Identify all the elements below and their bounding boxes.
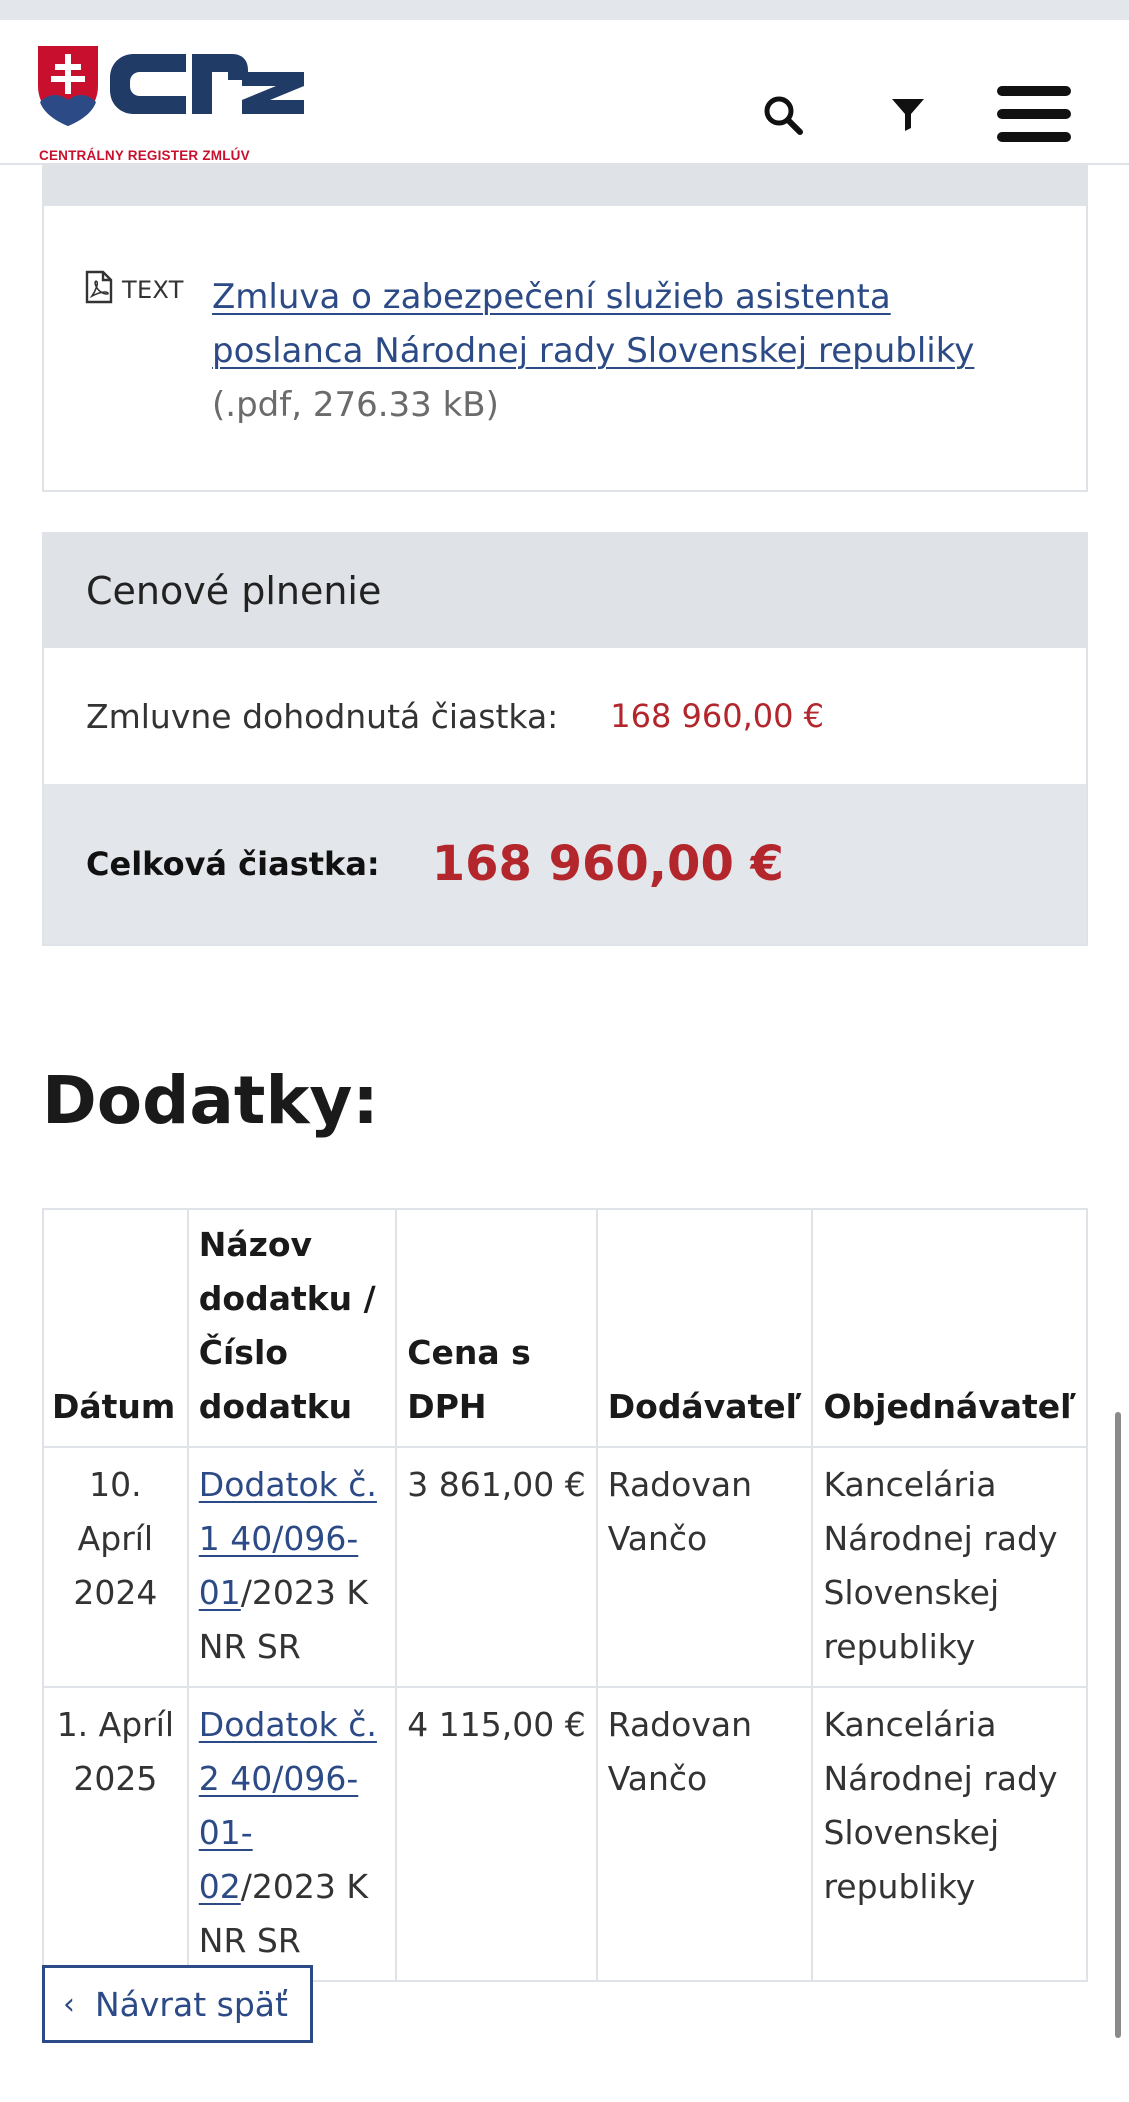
row-date: 10. Apríl 2024	[43, 1447, 188, 1687]
column-header-client: Objednávateľ	[812, 1209, 1087, 1447]
table-row	[43, 1447, 1087, 1687]
row-name	[188, 1687, 397, 1981]
row-date: 1. Apríl 2025	[43, 1687, 188, 1981]
column-header-price: Cena s DPH	[396, 1209, 596, 1447]
attachment-type-label: TEXT	[122, 276, 184, 304]
attachments-card	[42, 165, 1088, 492]
agreed-amount-label: Zmluvne dohodnutá čiastka:	[86, 696, 559, 736]
column-header-name: Názov dodatku / Číslo dodatku	[188, 1209, 397, 1447]
pdf-file-icon	[84, 270, 122, 310]
row-price: 4 115,00 €	[396, 1687, 596, 1981]
agreed-amount-value: 168 960,00 €	[610, 697, 825, 735]
scrollbar[interactable]	[1115, 1412, 1121, 2038]
back-button-label: Návrat späť	[95, 1984, 288, 2024]
agreed-amount-row	[44, 648, 1086, 784]
attachment-link[interactable]: Zmluva o zabezpečení služieb asistenta poslanca Národnej rady Slovenskej republiky	[212, 277, 975, 371]
amendments-table	[42, 1208, 1088, 1982]
amendment-link[interactable]: Dodatok č. 1 40/096-01	[198, 1465, 377, 1612]
row-client: Kancelária Národnej rady Slovenskej republiky	[812, 1687, 1087, 1981]
logo-subtitle: CENTRÁLNY REGISTER ZMLÚV	[39, 148, 250, 163]
total-amount-label: Celková čiastka:	[86, 845, 380, 883]
table-row	[43, 1687, 1087, 1981]
attachment-type	[84, 270, 184, 310]
row-name	[188, 1447, 397, 1687]
attachment-meta: (.pdf, 276.33 kB)	[212, 385, 499, 425]
amendment-link[interactable]: Dodatok č. 2 40/096-01-02	[198, 1705, 377, 1906]
amendment-number-suffix: /2023 K NR SR	[198, 1867, 369, 1960]
price-panel	[42, 532, 1088, 946]
filter-icon[interactable]	[890, 96, 926, 136]
attachment-description	[212, 270, 1042, 432]
amendment-number-suffix: /2023 K NR SR	[198, 1573, 369, 1666]
price-panel-title: Cenové plnenie	[44, 534, 1086, 648]
browser-top-strip	[0, 0, 1129, 20]
column-header-date: Dátum	[43, 1209, 188, 1447]
back-button[interactable]	[42, 1965, 313, 2043]
total-amount-row	[44, 784, 1086, 944]
chevron-left-icon: ‹	[63, 1986, 75, 2022]
table-header-row	[43, 1209, 1087, 1447]
total-amount-value: 168 960,00 €	[431, 836, 784, 892]
hamburger-menu-icon[interactable]	[997, 86, 1071, 146]
row-supplier: Radovan Vančo	[597, 1687, 813, 1981]
site-header	[0, 20, 1129, 165]
row-price: 3 861,00 €	[396, 1447, 596, 1687]
row-supplier: Radovan Vančo	[597, 1447, 813, 1687]
row-client: Kancelária Národnej rady Slovenskej republiky	[812, 1447, 1087, 1687]
crz-logo-graphic	[36, 40, 306, 130]
amendments-heading: Dodatky:	[42, 1062, 379, 1139]
attachments-card-header	[44, 165, 1086, 206]
column-header-supplier: Dodávateľ	[597, 1209, 813, 1447]
crz-logo[interactable]	[36, 40, 306, 163]
search-icon[interactable]	[762, 94, 804, 140]
